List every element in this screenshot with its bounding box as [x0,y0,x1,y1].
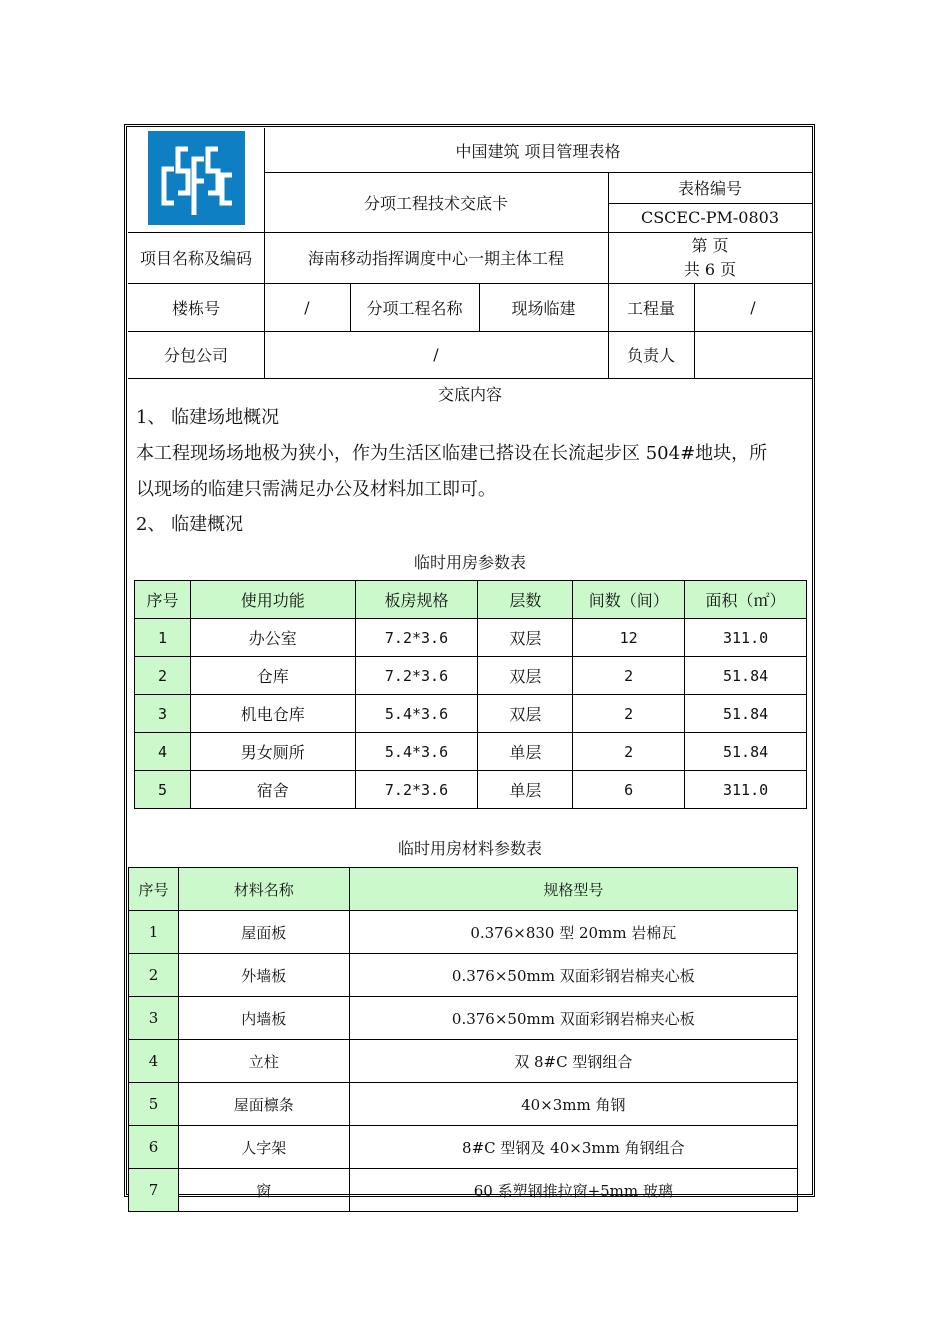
table-cell: 60 系塑钢推拉窗+5mm 玻璃 [349,1169,797,1212]
table-cell: 51.84 [685,657,807,695]
table-cell: 内墙板 [178,997,349,1040]
table-header-cell: 序号 [129,868,179,911]
table-header-cell: 面积（㎡） [685,581,807,619]
table-cell: 双 8#C 型钢组合 [349,1040,797,1083]
table-row [135,695,807,733]
table-cell: 4 [135,733,191,771]
table1-caption: 临时用房参数表 [413,553,526,572]
section1-line2: 以现场的临建只需满足办公及材料加工即可。 [136,479,496,500]
table-cell: 6 [129,1126,179,1169]
table-cell: 7 [129,1169,179,1212]
table-cell: 2 [573,733,685,771]
table-cell: 男女厕所 [190,733,355,771]
table-cell: 机电仓库 [190,695,355,733]
grid-line [128,378,812,379]
project-label: 项目名称及编码 [139,249,252,268]
person-label: 负责人 [626,346,675,365]
quantity-value: / [750,297,756,317]
table-row [135,619,807,657]
org-title: 中国建筑 项目管理表格 [455,141,621,161]
table-row [135,771,807,809]
table-row [135,657,807,695]
table-cell: 6 [573,771,685,809]
table-cell: 2 [135,657,191,695]
table-cell: 双层 [478,619,573,657]
table-cell: 仓库 [190,657,355,695]
table-header-row [129,868,798,911]
table-cell: 8#C 型钢及 40×3mm 角钢组合 [349,1126,797,1169]
table-cell: 7.2*3.6 [355,657,478,695]
table-cell: 2 [573,657,685,695]
table-cell: 3 [135,695,191,733]
person-value [694,331,812,378]
table-cell: 5 [135,771,191,809]
content-title: 交底内容 [437,384,502,404]
table-cell: 屋面板 [178,911,349,954]
table-cell: 单层 [478,733,573,771]
project-name: 海南移动指挥调度中心一期主体工程 [307,249,564,268]
table-cell: 单层 [478,771,573,809]
table-row [129,911,798,954]
building-label: 楼栋号 [171,298,220,318]
table-cell: 4 [129,1040,179,1083]
table-cell: 5.4*3.6 [355,695,478,733]
table-cell: 屋面檩条 [178,1083,349,1126]
table-header-cell: 板房规格 [355,581,478,619]
table2-caption: 临时用房材料参数表 [397,839,542,858]
table-cell: 1 [135,619,191,657]
table-cell: 办公室 [190,619,355,657]
sub-item-value: 现场临建 [511,298,576,318]
table-cell: 0.376×50mm 双面彩钢岩棉夹心板 [349,954,797,997]
table-header-row [135,581,807,619]
room-params-table [134,580,807,809]
table-cell: 3 [129,997,179,1040]
table-cell: 宿舍 [190,771,355,809]
form-no: CSCEC-PM-0803 [640,208,780,227]
table-row [129,1169,798,1212]
table-cell: 2 [129,954,179,997]
table-cell: 311.0 [685,771,807,809]
table-cell: 51.84 [685,695,807,733]
table-cell: 双层 [478,695,573,733]
table-row [129,1040,798,1083]
table-row [129,1126,798,1169]
card-title: 分项工程技术交底卡 [363,193,508,213]
table-cell: 双层 [478,657,573,695]
table-cell: 0.376×50mm 双面彩钢岩棉夹心板 [349,997,797,1040]
table-cell: 7.2*3.6 [355,619,478,657]
cscec-logo-mark [148,131,245,225]
table-cell: 51.84 [685,733,807,771]
table-header-cell: 间数（间） [573,581,685,619]
cscec-logo [148,131,245,225]
table-cell: 5.4*3.6 [355,733,478,771]
page-info [608,232,812,283]
table-cell: 7.2*3.6 [355,771,478,809]
material-params-table [128,867,798,1212]
table-row [129,997,798,1040]
table-header-cell: 材料名称 [178,868,349,911]
table-cell: 311.0 [685,619,807,657]
table-header-cell: 层数 [478,581,573,619]
table-cell: 0.376×830 型 20mm 岩棉瓦 [349,911,797,954]
subcontractor-value: / [433,345,439,364]
section2-heading: 2、 临建概况 [136,514,244,535]
table-cell: 1 [129,911,179,954]
building-value: / [304,297,310,317]
section1-line1: 本工程现场场地极为狭小，作为生活区临建已搭设在长流起步区 504#地块，所 [136,443,768,464]
subcontractor-label: 分包公司 [163,346,228,365]
form-no-label: 表格编号 [677,179,742,198]
table-cell: 2 [573,695,685,733]
total-pages: 共 6 页 [683,259,737,279]
table-header-cell: 规格型号 [349,868,797,911]
table-cell: 12 [573,619,685,657]
sub-item-label: 分项工程名称 [366,298,463,318]
table-cell: 外墙板 [178,954,349,997]
table-row [129,1083,798,1126]
table-cell: 人字架 [178,1126,349,1169]
table-cell: 窗 [178,1169,349,1212]
table-cell: 40×3mm 角钢 [349,1083,797,1126]
table-row [135,733,807,771]
page-label: 第 页 [691,235,729,255]
quantity-label: 工程量 [626,298,675,318]
table-cell: 5 [129,1083,179,1126]
section1-heading: 1、 临建场地概况 [136,407,280,428]
table-row [129,954,798,997]
table-header-cell: 序号 [135,581,191,619]
table-cell: 立柱 [178,1040,349,1083]
table-header-cell: 使用功能 [190,581,355,619]
